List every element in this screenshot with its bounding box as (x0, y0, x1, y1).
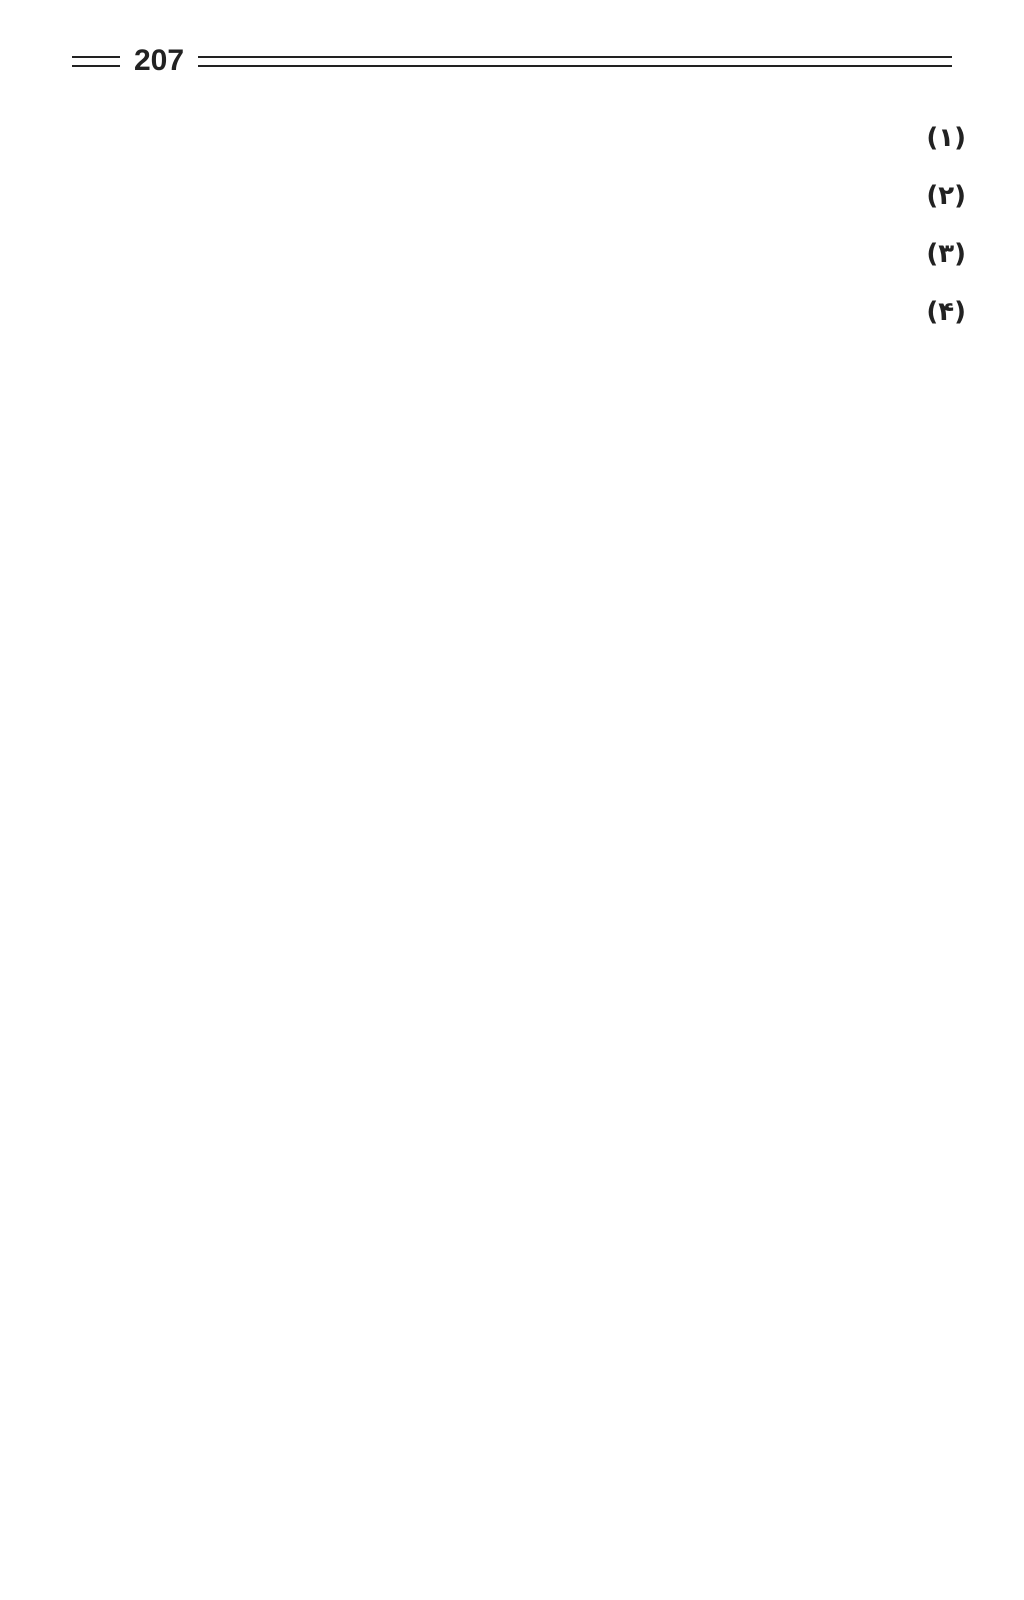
paragraph-3 (72, 228, 966, 280)
paragraph-marker: (۲) (926, 181, 966, 211)
body-text (72, 106, 966, 338)
paragraph-4 (72, 286, 966, 338)
running-header (72, 38, 966, 84)
header-rule-right (198, 56, 952, 67)
header-rule-left (72, 56, 120, 67)
paragraph-marker: (۱) (926, 123, 966, 153)
paragraph-2 (72, 170, 966, 222)
paragraph-marker: (۴) (926, 297, 966, 327)
page-number: 207 (134, 44, 185, 77)
paragraph-1 (72, 112, 966, 164)
paragraph-marker: (۳) (926, 239, 966, 269)
